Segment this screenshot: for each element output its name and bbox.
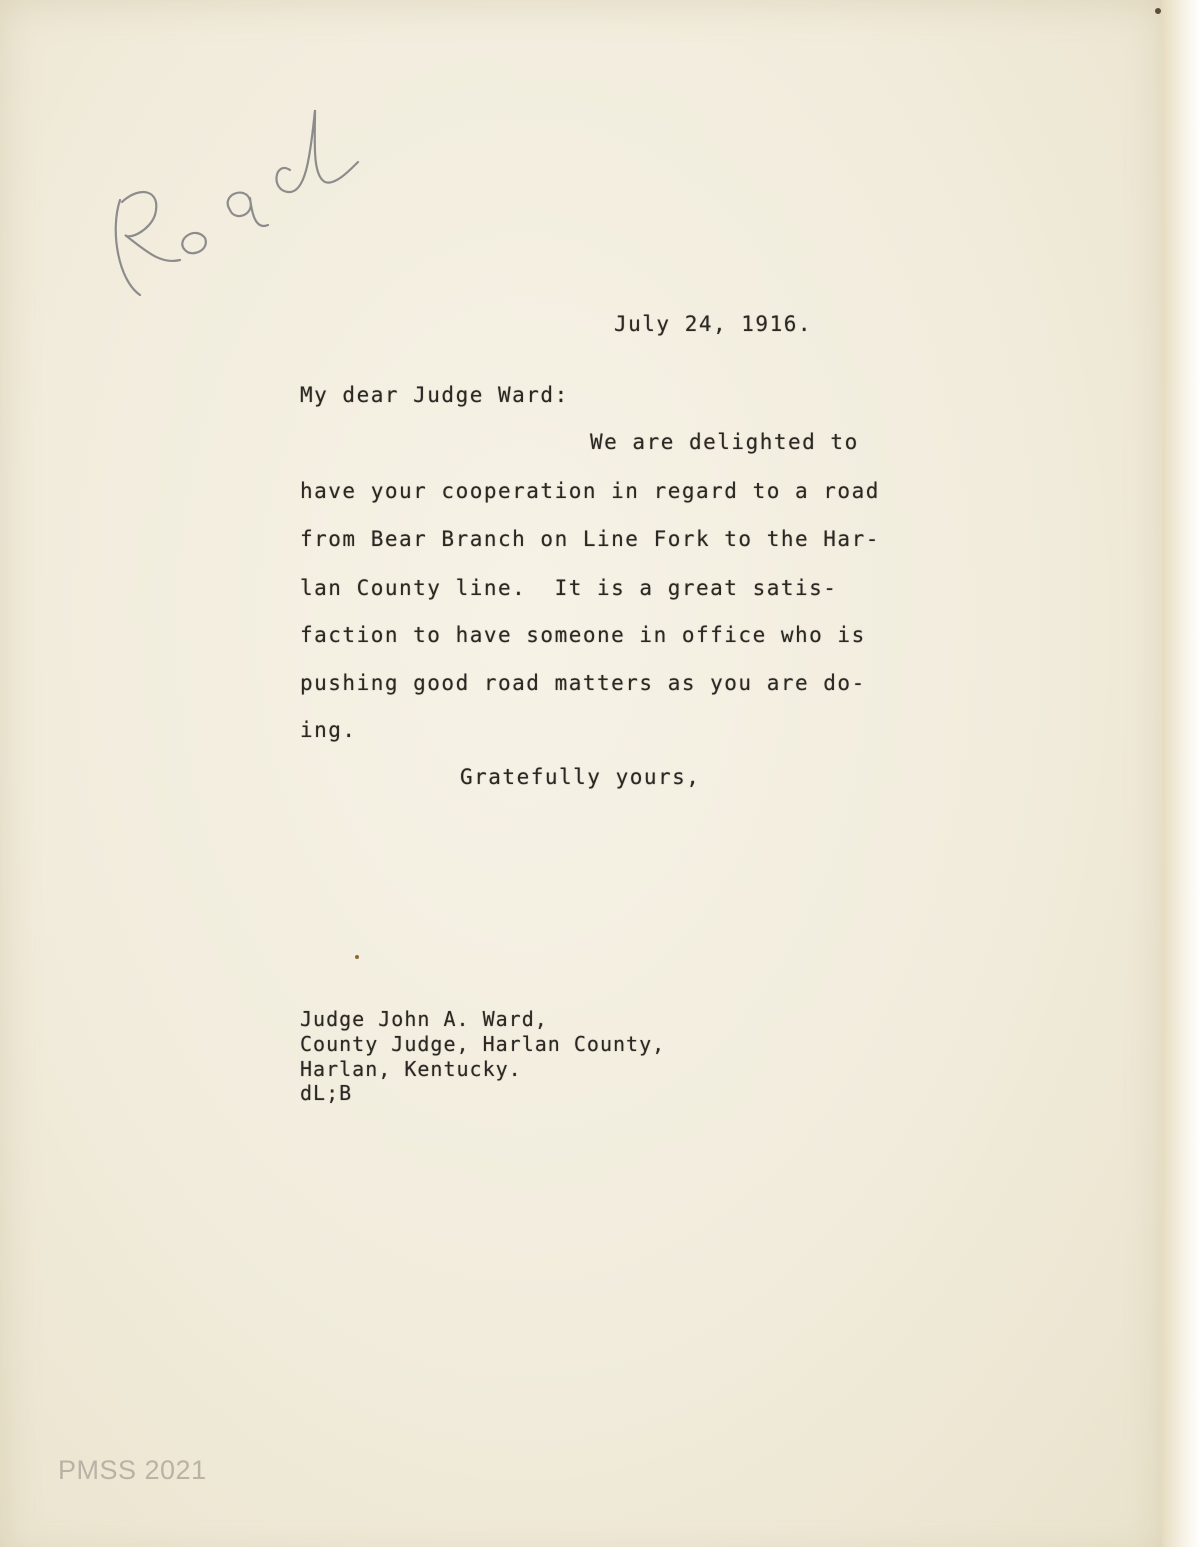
letter-body-line: pushing good road matters as you are do-	[300, 671, 866, 695]
paper-blemish	[355, 955, 359, 959]
address-line: County Judge, Harlan County,	[300, 1032, 666, 1056]
watermark: PMSS 2021	[58, 1455, 207, 1485]
address-line: Harlan, Kentucky.	[300, 1057, 522, 1081]
address-line: dL;B	[300, 1081, 353, 1105]
paper-edge	[1162, 0, 1200, 1561]
letter-body-line: ing.	[300, 718, 357, 742]
address-line: Judge John A. Ward,	[300, 1007, 548, 1031]
paper-bottom-edge	[0, 1547, 1200, 1561]
handwritten-annotation	[100, 90, 370, 310]
letter-body-line: faction to have someone in office who is	[300, 623, 866, 647]
letter-closing: Gratefully yours,	[460, 765, 701, 789]
paper-blemish	[1155, 8, 1161, 14]
letter-body-line: lan County line. It is a great satis-	[300, 576, 838, 600]
letter-body-line: have your cooperation in regard to a road	[300, 479, 880, 503]
letter-date: July 24, 1916.	[614, 312, 813, 336]
letter-body-line: from Bear Branch on Line Fork to the Har-	[300, 527, 880, 551]
letter-body-line: We are delighted to	[590, 430, 859, 454]
letter-salutation: My dear Judge Ward:	[300, 383, 569, 407]
